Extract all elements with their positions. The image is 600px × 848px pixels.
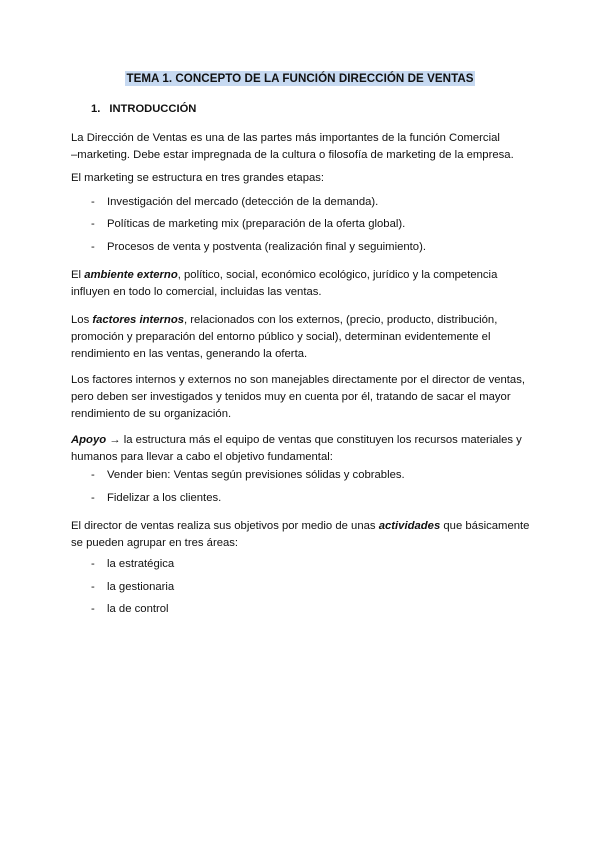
paragraph-line: promoción y preparación del entorno público y social), determinan evidentemente el bbox=[71, 331, 491, 343]
section-number: 1. bbox=[91, 103, 101, 115]
emphasis-term: actividades bbox=[378, 520, 441, 532]
list-item-text: la estratégica bbox=[107, 558, 175, 570]
paragraph-direccion-ventas bbox=[71, 130, 541, 164]
paragraph-line: Los factores internos y externos no son manejables directamente por el director de ventas, bbox=[71, 374, 526, 386]
list-dash: - bbox=[91, 218, 95, 230]
paragraph-factores-internos bbox=[71, 312, 541, 363]
list-item-text: Investigación del mercado (detección de la demanda). bbox=[107, 196, 379, 208]
section-heading bbox=[91, 103, 196, 115]
list-item bbox=[91, 601, 169, 617]
paragraph-line bbox=[71, 267, 541, 284]
text-run: El bbox=[71, 269, 85, 281]
text-run: , político, social, económico ecológico, jurídico y la competencia bbox=[177, 269, 498, 281]
section-title: INTRODUCCIÓN bbox=[109, 103, 197, 115]
text-run: que básicamente bbox=[440, 520, 530, 532]
paragraph-factores-manejables bbox=[71, 372, 541, 423]
text-run: Los bbox=[71, 314, 93, 326]
paragraph-apoyo bbox=[71, 432, 541, 466]
text-run: , relacionados con los externos, (precio, producto, distribución, bbox=[184, 314, 498, 326]
emphasis-term: factores internos bbox=[92, 314, 185, 326]
paragraph-line: rendimiento en las ventas, generando la oferta. bbox=[71, 348, 308, 360]
paragraph-ambiente-externo bbox=[71, 267, 541, 301]
list-item bbox=[91, 194, 378, 210]
text-run: → la estructura más el equipo de ventas que constituyen los recursos materiales y bbox=[106, 434, 522, 446]
list-item-text: la gestionaria bbox=[107, 581, 175, 593]
list-item-text: Políticas de marketing mix (preparación de la oferta global). bbox=[107, 218, 406, 230]
paragraph-line: rendimiento de su organización. bbox=[71, 408, 232, 420]
title-container bbox=[0, 71, 600, 86]
list-dash: - bbox=[91, 469, 95, 481]
list-item bbox=[91, 490, 221, 506]
list-item bbox=[91, 579, 174, 595]
paragraph-actividades bbox=[71, 518, 541, 552]
list-item-text: Procesos de venta y postventa (realización final y seguimiento). bbox=[107, 241, 426, 253]
paragraph-line: humanos para llevar a cabo el objetivo fundamental: bbox=[71, 451, 333, 463]
paragraph-line: influyen en todo lo comercial, incluidas las ventas. bbox=[71, 286, 322, 298]
text-run: El director de ventas realiza sus objetivos por medio de unas bbox=[71, 520, 379, 532]
list-item-text: Vender bien: Ventas según previsiones sólidas y cobrables. bbox=[107, 469, 405, 481]
paragraph-line: se pueden agrupar en tres áreas: bbox=[71, 537, 239, 549]
paragraph-line: La Dirección de Ventas es una de las partes más importantes de la función Comercial bbox=[71, 132, 500, 144]
list-item bbox=[91, 239, 426, 255]
list-dash: - bbox=[91, 492, 95, 504]
list-item-text: la de control bbox=[107, 603, 169, 615]
list-dash: - bbox=[91, 581, 95, 593]
paragraph-line bbox=[71, 312, 541, 329]
paragraph-line bbox=[71, 432, 541, 449]
list-dash: - bbox=[91, 241, 95, 253]
paragraph-marketing-etapas bbox=[71, 170, 541, 187]
emphasis-term: Apoyo bbox=[71, 434, 107, 446]
list-dash: - bbox=[91, 196, 95, 208]
paragraph-line: El marketing se estructura en tres grandes etapas: bbox=[71, 172, 325, 184]
list-dash: - bbox=[91, 558, 95, 570]
list-item bbox=[91, 467, 405, 483]
list-item-text: Fidelizar a los clientes. bbox=[107, 492, 222, 504]
list-item bbox=[91, 556, 174, 572]
list-item bbox=[91, 216, 405, 232]
paragraph-line: –marketing. Debe estar impregnada de la cultura o filosofía de marketing de la empresa. bbox=[71, 149, 514, 161]
paragraph-line bbox=[71, 518, 541, 535]
emphasis-term: ambiente externo bbox=[84, 269, 178, 281]
document-title: TEMA 1. CONCEPTO DE LA FUNCIÓN DIRECCIÓN DE VENTAS bbox=[126, 72, 474, 85]
paragraph-line: pero deben ser investigados y tenidos muy en cuenta por él, tratando de sacar el mayor bbox=[71, 391, 511, 403]
list-dash: - bbox=[91, 603, 95, 615]
